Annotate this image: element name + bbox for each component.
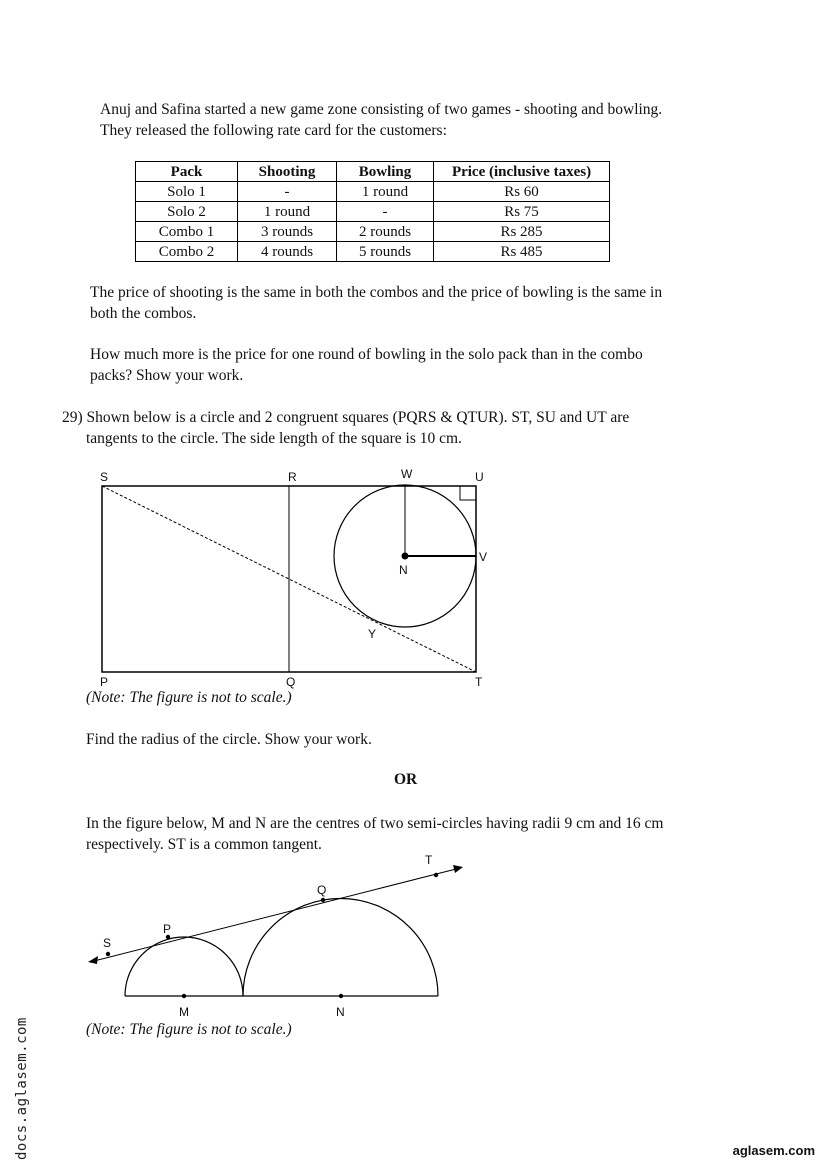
table-cell: 5 rounds — [337, 242, 434, 262]
common-tangent-st — [94, 868, 460, 961]
alt-line-2: respectively. ST is a common tangent. — [86, 836, 322, 853]
label-s2: S — [103, 936, 112, 950]
table-row — [136, 182, 610, 202]
question-29 — [62, 407, 629, 449]
table-row — [136, 202, 610, 222]
label-n2: N — [336, 1005, 345, 1019]
brand-footer: aglasem.com — [732, 1143, 815, 1158]
q29-line-2: tangents to the circle. The side length of the square is 10 cm. — [86, 430, 462, 447]
squares-circle-figure — [90, 462, 500, 694]
small-semicircle — [125, 937, 243, 996]
table-cell: - — [337, 202, 434, 222]
label-m2: M — [179, 1005, 189, 1019]
q29-line-1: 29) Shown below is a circle and 2 congruent squares (PQRS & QTUR). ST, SU and UT are — [62, 409, 630, 426]
intro-line-1: Anuj and Safina started a new game zone consisting of two games - shooting and bowling. — [100, 101, 663, 118]
para2-line-2: packs? Show your work. — [90, 367, 244, 384]
table-cell: Rs 285 — [434, 222, 610, 242]
table-cell: Rs 75 — [434, 202, 610, 222]
table-row — [136, 242, 610, 262]
para2-line-1: How much more is the price for one round of bowling in the solo pack than in the combo — [90, 346, 643, 363]
label-p2: P — [163, 922, 172, 936]
label-s: S — [100, 470, 109, 484]
header-price: Price (inclusive taxes) — [434, 162, 610, 182]
table-header-row — [136, 162, 610, 182]
label-t2: T — [425, 853, 433, 867]
header-pack: Pack — [136, 162, 238, 182]
alt-line-1: In the figure below, M and N are the centres of two semi-circles having radii 9 cm and 16 cm — [86, 815, 664, 832]
label-q: Q — [286, 675, 296, 689]
label-p: P — [100, 675, 109, 689]
right-angle-marker — [460, 486, 476, 500]
arrowhead-right — [453, 865, 463, 873]
intro-line-2: They released the following rate card for the customers: — [100, 122, 447, 139]
label-u: U — [475, 470, 484, 484]
large-semicircle — [243, 899, 438, 997]
table-cell: Solo 1 — [136, 182, 238, 202]
label-w: W — [401, 467, 413, 481]
header-shooting: Shooting — [238, 162, 337, 182]
point-s — [106, 952, 110, 956]
table-cell: Combo 1 — [136, 222, 238, 242]
point-q — [321, 898, 325, 902]
label-n: N — [399, 563, 408, 577]
table-row — [136, 222, 610, 242]
figure-note-2: (Note: The figure is not to scale.) — [86, 1021, 292, 1038]
table-cell: 3 rounds — [238, 222, 337, 242]
header-bowling: Bowling — [337, 162, 434, 182]
table-cell: Solo 2 — [136, 202, 238, 222]
vertical-watermark: docs.aglasem.com — [14, 1017, 30, 1160]
label-y: Y — [368, 627, 377, 641]
paragraph-combo-prices — [90, 282, 662, 324]
table-cell: 1 round — [337, 182, 434, 202]
arrowhead-left — [88, 956, 98, 964]
semicircles-tangent-figure — [82, 848, 472, 1020]
rate-card-table — [135, 161, 610, 262]
or-separator: OR — [394, 771, 418, 788]
table-cell: 4 rounds — [238, 242, 337, 262]
figure-note-1: (Note: The figure is not to scale.) — [86, 689, 292, 706]
para1-line-2: both the combos. — [90, 305, 197, 322]
table-cell: Rs 485 — [434, 242, 610, 262]
paragraph-question — [90, 344, 643, 386]
center-n — [339, 994, 343, 998]
table-cell: 2 rounds — [337, 222, 434, 242]
table-cell: Rs 60 — [434, 182, 610, 202]
center-point-n — [402, 553, 409, 560]
label-q2: Q — [317, 883, 327, 897]
table-cell: - — [238, 182, 337, 202]
para1-line-1: The price of shooting is the same in both the combos and the price of bowling is the same in — [90, 284, 663, 301]
intro-text — [100, 99, 662, 141]
label-v: V — [479, 550, 488, 564]
table-cell: Combo 2 — [136, 242, 238, 262]
center-m — [182, 994, 186, 998]
point-t — [434, 873, 438, 877]
label-r: R — [288, 470, 297, 484]
find-radius-text: Find the radius of the circle. Show your work. — [86, 731, 372, 748]
table-cell: 1 round — [238, 202, 337, 222]
label-t: T — [475, 675, 483, 689]
